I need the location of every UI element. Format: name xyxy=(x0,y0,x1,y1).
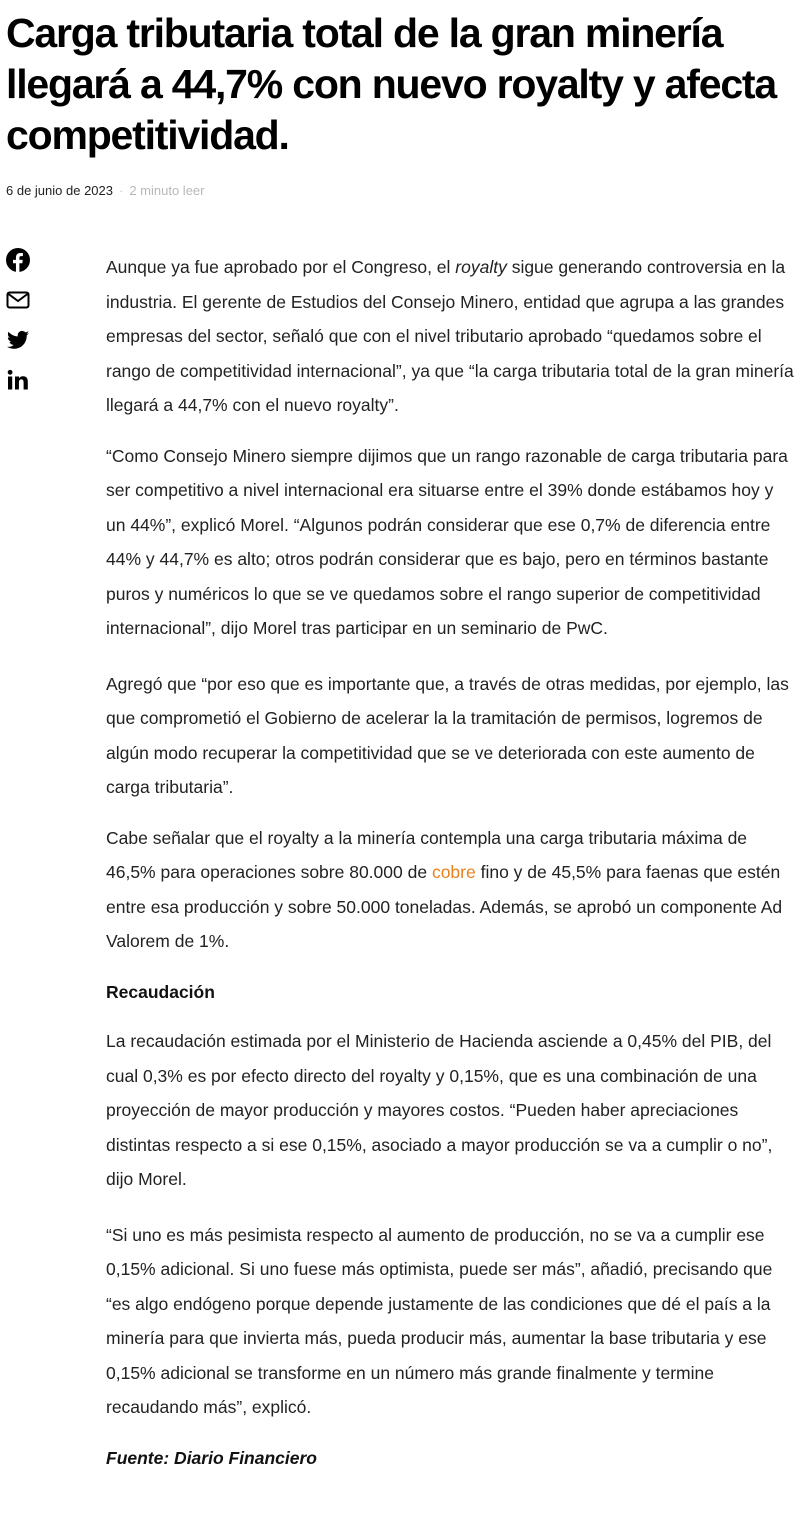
paragraph-3: Agregó que “por eso que es importante que, a través de otras medidas, por ejemplo, las que comprometió el Gobierno de acelerar la la tramitación de permisos, logremos de algún modo recuperar la competitividad que se ve deteriorada con este aumento de carga tributaria”. xyxy=(106,673,789,797)
section-heading-recaudacion: Recaudación xyxy=(106,981,215,1002)
royalty-emphasis: royalty xyxy=(455,257,507,277)
article-meta xyxy=(6,183,204,199)
paragraph-5: La recaudación estimada por el Ministerio de Hacienda asciende a 0,45% del PIB, del cual 0,3% es por efecto directo del royalty y 0,15%, que es una combinación de una proyección de mayor producción y mayores costos. “Pueden haber apreciaciones distintas respecto a si ese 0,15%, asociado a mayor producción se va a cumplir o no”, dijo Morel. xyxy=(106,1031,773,1189)
paragraph-2: “Como Consejo Minero siempre dijimos que un rango razonable de carga tributaria para ser competitivo a nivel internacional era situarse entre el 39% donde estábamos hoy y un 44%”, explicó Morel. “Algunos podrán considerar que ese 0,7% de diferencia entre 44% y 44,7% es alto; otros podrán considerar que es bajo, pero en términos bastante puros y numéricos lo que se ve quedamos sobre el rango superior de competitividad internacional”, dijo Morel tras participar en un seminario de PwC. xyxy=(106,445,788,638)
email-icon[interactable] xyxy=(6,288,30,312)
article-body xyxy=(106,250,796,1475)
source-credit: Fuente: Diario Financiero xyxy=(106,1447,317,1468)
publish-date: 6 de junio de 2023 xyxy=(6,183,113,198)
article-title: Carga tributaria total de la gran minería llegará a 44,7% con nuevo royalty y afecta competitividad. xyxy=(6,10,776,158)
paragraph-1: Aunque ya fue aprobado por el Congreso, el royalty sigue generando controversia en la industria. El gerente de Estudios del Consejo Minero, entidad que agrupa a las grandes empresas del sector, señaló que con el nivel tributario aprobado “quedamos sobre el rango de competitividad internacional”, ya que “la carga tributaria total de la gran minería llegará a 44,7% con el nuevo royalty”. xyxy=(106,257,794,415)
meta-separator: · xyxy=(118,183,124,198)
linkedin-icon[interactable] xyxy=(6,368,30,392)
facebook-icon[interactable] xyxy=(6,248,30,272)
read-time: 2 minuto leer xyxy=(129,183,205,198)
paragraph-4: Cabe señalar que el royalty a la minería contempla una carga tributaria máxima de 46,5% para operaciones sobre 80.000 de cobre fino y de 45,5% para faenas que estén entre esa producción y sobre 50.000 toneladas. Además, se aprobó un componente Ad Valorem de 1%. xyxy=(106,827,783,951)
share-bar xyxy=(6,248,32,408)
twitter-icon[interactable] xyxy=(6,328,30,352)
cobre-link[interactable]: cobre xyxy=(431,862,476,882)
paragraph-6: “Si uno es más pesimista respecto al aumento de producción, no se va a cumplir ese 0,15% adicional. Si uno fuese más optimista, puede ser más”, añadió, precisando que “es algo endógeno porque depende justamente de las condiciones que dé el país a la minería para que invierta más, pueda producir más, aumentar la base tributaria y ese 0,15% adicional se transforme en un número más grande finalmente y termine recaudando más”, explicó. xyxy=(106,1224,773,1417)
